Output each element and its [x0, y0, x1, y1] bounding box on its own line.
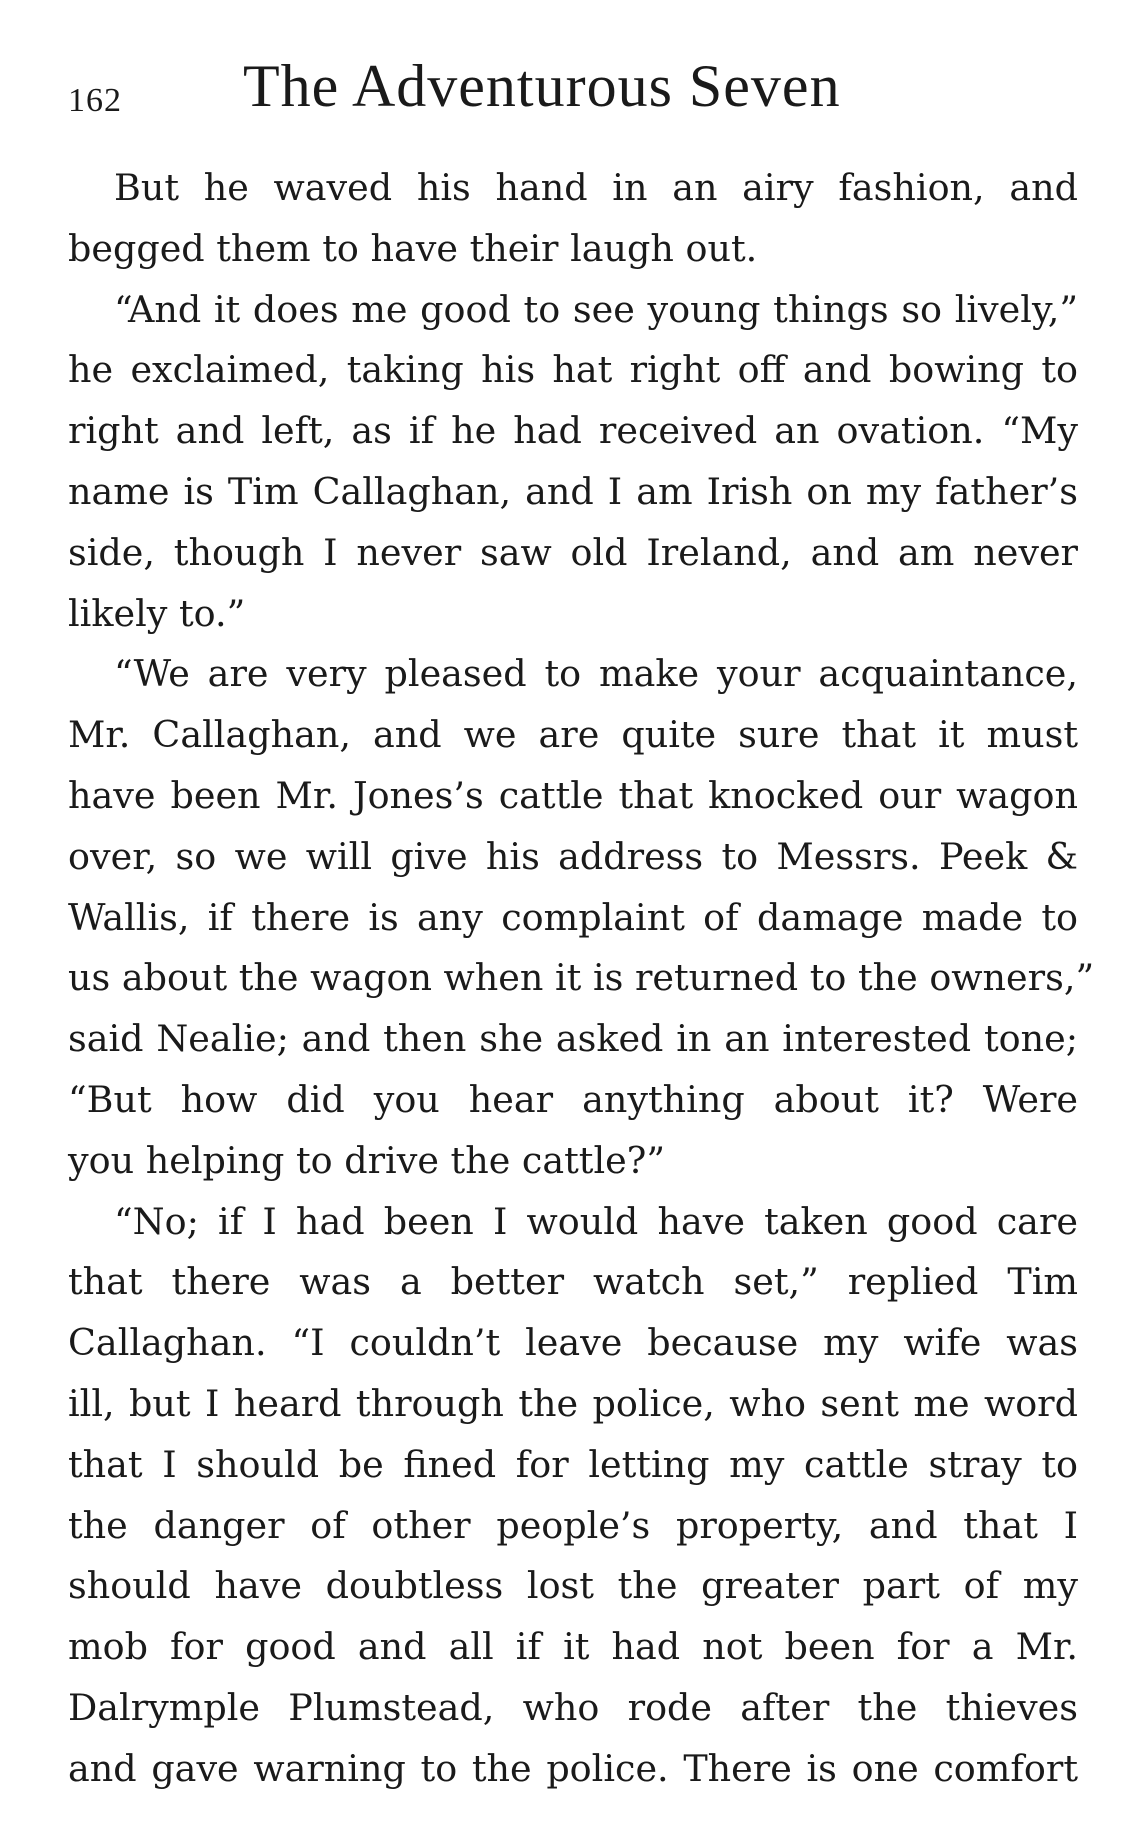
text-line: that I should be fined for letting my cattle stray to — [68, 1442, 1078, 1486]
running-head — [68, 52, 1078, 132]
text-line: “We are very pleased to make your acquaintance, — [114, 652, 1078, 696]
text-line: “No; if I had been I would have taken good care — [114, 1199, 1078, 1243]
text-line: said Nealie; and then she asked in an interested tone; — [68, 1017, 1078, 1061]
text-line: and gave warning to the police. There is one comfort — [68, 1746, 1078, 1790]
book-title: The Adventurous Seven — [243, 53, 841, 119]
text-line: likely to.” — [68, 591, 246, 635]
body-text — [68, 158, 1095, 1800]
text-line: over, so we will give his address to Messrs. Peek & — [68, 834, 1078, 878]
text-line: should have doubtless lost the greater part of my — [68, 1564, 1078, 1608]
text-line: name is Tim Callaghan, and I am Irish on my father’s — [68, 469, 1078, 513]
text-line: that there was a better watch set,” replied Tim — [68, 1260, 1078, 1304]
text-line: Wallis, if there is any complaint of damage made to — [68, 895, 1078, 939]
text-line: us about the wagon when it is returned to the owners,” — [68, 956, 1095, 1000]
text-line: have been Mr. Jones’s cattle that knocked our wagon — [68, 773, 1078, 817]
text-line: mob for good and all if it had not been for a Mr. — [68, 1625, 1078, 1669]
text-line: he exclaimed, taking his hat right off and bowing to — [68, 348, 1078, 392]
text-line: ill, but I heard through the police, who sent me word — [68, 1381, 1078, 1425]
text-line: Mr. Callaghan, and we are quite sure that it must — [68, 713, 1078, 757]
text-line: you helping to drive the cattle?” — [68, 1138, 665, 1182]
text-line: the danger of other people’s property, and that I — [68, 1503, 1078, 1547]
text-line: side, though I never saw old Ireland, and am never — [68, 530, 1078, 574]
text-line: begged them to have their laugh out. — [68, 226, 758, 270]
page-number: 162 — [68, 82, 122, 119]
text-line: right and left, as if he had received an ovation. “My — [68, 409, 1078, 453]
text-line: Dalrymple Plumstead, who rode after the thieves — [68, 1685, 1078, 1729]
text-line: But he waved his hand in an airy fashion, and — [114, 166, 1078, 209]
text-line: “And it does me good to see young things so lively,” — [114, 287, 1078, 331]
text-line: Callaghan. “I couldn’t leave because my wife was — [68, 1321, 1078, 1365]
text-line: “But how did you hear anything about it? Were — [68, 1077, 1078, 1121]
